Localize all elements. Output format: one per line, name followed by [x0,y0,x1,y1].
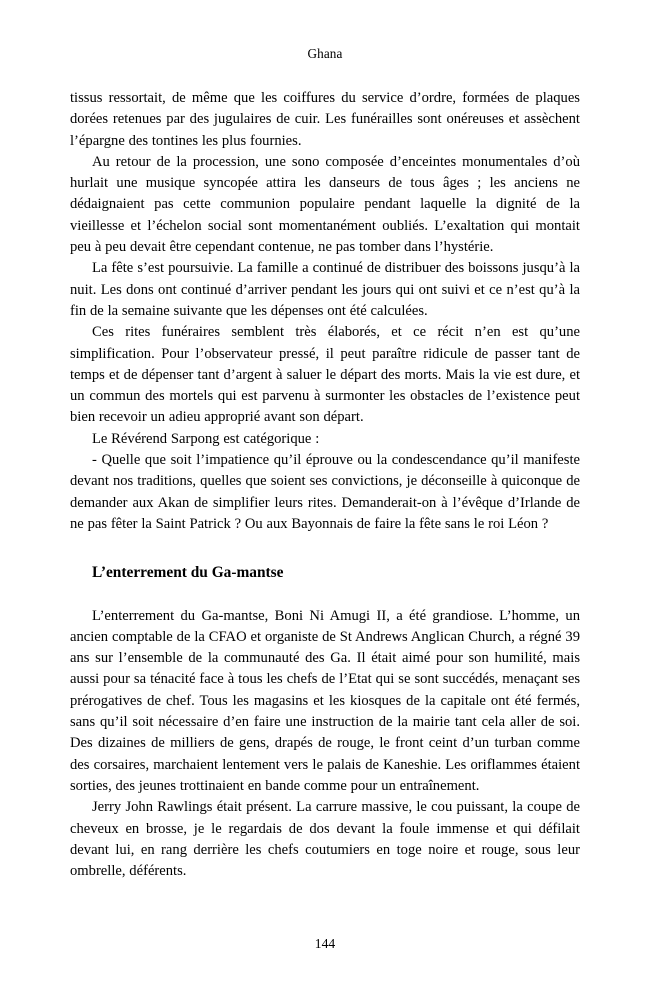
paragraph-continuation: tissus ressortait, de même que les coiffures du service d’ordre, formées de plaques dorées retenues par des jugulaires de cuir. Les funérailles sont onéreuses et assèchent l’épargne des tontines les plus fournies. [70,90,580,149]
paragraph: Au retour de la procession, une sono composée d’enceintes monumentales d’où hurlait une musique syncopée attira les danseurs de tous âges ; les anciens ne dédaignaient pas cette communion populaire pendant laquelle la dignité de la vieillesse et l’échelon social sont momentanément oubliés. L’exaltation qui montait peu à peu devait être cependant contenue, ne pas tomber dans l’hystérie. [70,153,580,256]
paragraph: L’enterrement du Ga-mantse, Boni Ni Amugi II, a été grandiose. L’homme, un ancien comptable de la CFAO et organiste de St Andrews Anglican Church, a régné 39 ans sur l’ensemble de la communauté des Ga. Il était aimé pour son humilité, mais aussi pour sa ténacité face à tous les chefs de l’Etat qui se sont succédés, menaçant ses prérogatives de chef. Tous les magasins et les kiosques de la capitale ont été fermés, sans qu’il soit nécessaire d’en faire une instruction de la mairie tant cela aller de soi. Des dizaines de milliers de gens, drapés de rouge, le front ceint d’un turban comme des corsaires, marchaient lentement vers le palais de Kaneshie. Les oriflammes étaient sorties, des jeunes trottinaient en bande comme pour un entraînement. [70,607,580,794]
running-head: Ghana [307,46,343,61]
heading-spacer-above [70,535,580,562]
paragraph: Jerry John Rawlings était présent. La carrure massive, le cou puissant, la coupe de cheveux en brosse, je le regardais de dos devant la foule immense et qui défilait devant lui, en rang derrière les chefs coutumiers en toge noire et rouge, sous leur ombrelle, déférents. [70,799,580,880]
section-heading: L’enterrement du Ga-mantse [92,564,284,582]
paragraph: Le Révérend Sarpong est catégorique : [92,430,320,447]
paragraph: La fête s’est poursuivie. La famille a continué de distribuer des boissons jusqu’à la nuit. Les dons ont continué d’arriver pendant les jours qui ont suivi et ce n’est qu’à la fin de la semaine suivante que les dépenses ont été calculées. [70,260,580,319]
paragraph: Ces rites funéraires semblent très élaborés, et ce récit n’en est qu’une simplification. Pour l’observateur pressé, il peut paraître ridicule de passer tant de temps et de dépenser tant d’argent à saluer le départ des morts. Mais la vie est dure, et un commun des mortels qui est parvenu à surmonter les obstacles de l’existence peut bien recevoir un adieu approprié avant son départ. [70,324,580,426]
page-number: 144 [314,936,336,951]
body-text-block [70,88,580,882]
paragraph-quoted-speech: - Quelle que soit l’impatience qu’il éprouve ou la condescendance qu’il manifeste devant nos traditions, quelles que soient ses convictions, je déconseille à quiconque de demander aux Akan de simplifier leurs rites. Demanderait-on à l’évêque d’Irlande de ne pas fêter la Saint Patrick ? Ou aux Bayonnais de faire la fête sans le roi Léon ? [70,452,580,532]
heading-spacer-below [70,584,580,606]
